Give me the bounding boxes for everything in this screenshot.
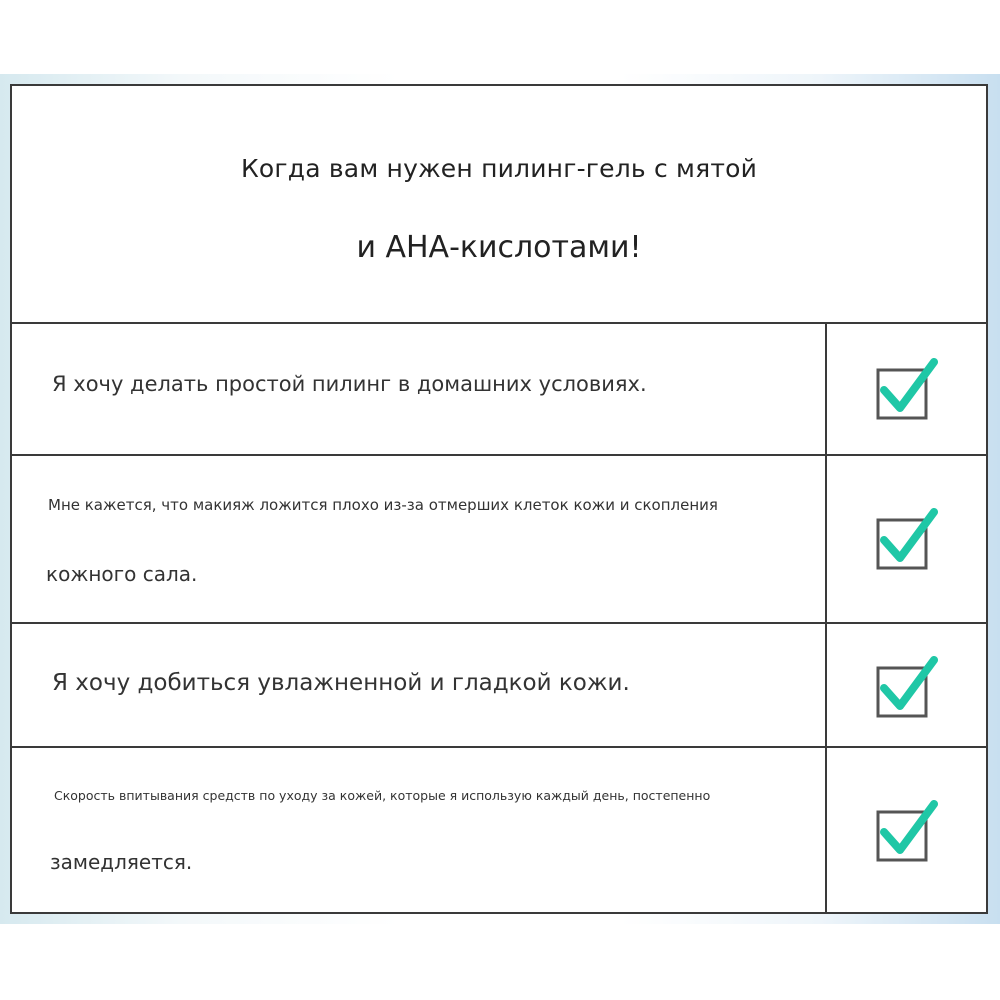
header-title-line2: и АНА-кислотами!	[356, 230, 642, 265]
row-text-line1: Мне кажется, что макияж ложится плохо из-за отмерших клеток кожи и скопления	[48, 496, 718, 514]
row-text-line2: замедляется.	[50, 850, 193, 874]
checkmark-icon	[874, 800, 938, 864]
checkmark-icon	[874, 508, 938, 572]
checklist-header	[12, 86, 986, 324]
checkmark-icon	[874, 656, 938, 720]
column-divider	[825, 454, 827, 622]
column-divider	[825, 746, 827, 912]
checklist-row	[12, 622, 986, 748]
row-text-line2: кожного сала.	[46, 562, 198, 586]
checklist-card	[10, 84, 988, 914]
row-text: Я хочу делать простой пилинг в домашних условиях.	[52, 372, 647, 396]
checklist-row	[12, 454, 986, 624]
checklist-row	[12, 322, 986, 456]
row-text: Я хочу добиться увлажненной и гладкой кожи.	[52, 670, 630, 696]
column-divider	[825, 322, 827, 454]
checklist-row	[12, 746, 986, 912]
checkmark-icon	[874, 358, 938, 422]
row-text-line1: Скорость впитывания средств по уходу за кожей, которые я использую каждый день, постепенно	[54, 788, 711, 803]
column-divider	[825, 622, 827, 746]
header-title-line1: Когда вам нужен пилинг-гель с мятой	[240, 154, 758, 183]
